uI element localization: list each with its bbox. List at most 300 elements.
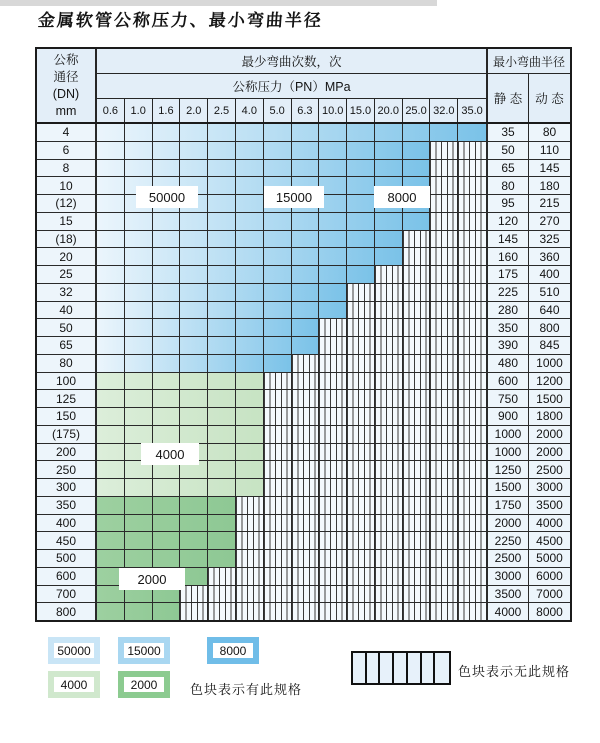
static-radius-cell: 80	[488, 177, 529, 194]
pressure-cells	[97, 319, 488, 336]
radius-cells	[488, 213, 570, 230]
no-spec-cell	[430, 532, 458, 549]
spec-cell	[208, 426, 236, 443]
table-row	[37, 355, 570, 373]
no-spec-cell	[430, 408, 458, 425]
spec-cell	[264, 302, 292, 319]
dynamic-radius-cell: 1800	[529, 408, 570, 425]
no-spec-cell	[292, 444, 320, 461]
pressure-cells	[97, 515, 488, 532]
radius-cells	[488, 532, 570, 549]
no-spec-cell	[319, 337, 347, 354]
spec-cell	[208, 160, 236, 177]
spec-cell	[125, 515, 153, 532]
no-spec-cell	[403, 426, 431, 443]
no-spec-cell	[403, 408, 431, 425]
no-spec-cell	[458, 284, 486, 301]
dynamic-radius-cell: 215	[529, 195, 570, 212]
spec-cell	[236, 337, 264, 354]
no-spec-cell	[375, 390, 403, 407]
spec-cell	[208, 337, 236, 354]
spec-cell	[125, 160, 153, 177]
spec-cell	[125, 532, 153, 549]
pressure-cells	[97, 124, 488, 141]
no-spec-cell	[292, 497, 320, 514]
no-spec-cell	[458, 355, 486, 372]
overlay-label-2000: 2000	[119, 568, 185, 590]
static-radius-cell: 2000	[488, 515, 529, 532]
dynamic-radius-cell: 1000	[529, 355, 570, 372]
no-spec-cell	[430, 231, 458, 248]
bend-cycles-header: 最少弯曲次数，次	[97, 49, 486, 74]
dynamic-radius-cell: 145	[529, 160, 570, 177]
spec-cell	[153, 497, 181, 514]
no-spec-cell	[458, 337, 486, 354]
spec-cell	[292, 248, 320, 265]
spec-cell	[153, 124, 181, 141]
spec-cell	[236, 302, 264, 319]
dn-cell: 15	[37, 213, 97, 230]
spec-cell	[347, 266, 375, 283]
no-spec-block-cell	[394, 653, 408, 683]
no-spec-cell	[430, 355, 458, 372]
spec-cell	[347, 142, 375, 159]
no-spec-cell	[236, 497, 264, 514]
spec-cell	[208, 515, 236, 532]
pressure-cells	[97, 532, 488, 549]
no-spec-cell	[319, 444, 347, 461]
no-spec-block-cell	[353, 653, 367, 683]
overlay-label-4000: 4000	[141, 443, 199, 465]
spec-cell	[180, 284, 208, 301]
table-row	[37, 532, 570, 550]
spec-cell	[264, 160, 292, 177]
spec-cell	[125, 355, 153, 372]
no-spec-cell	[347, 603, 375, 620]
no-spec-cell	[458, 390, 486, 407]
legend-has-spec-text: 色块表示有此规格	[190, 682, 303, 697]
no-spec-cell	[375, 284, 403, 301]
no-spec-cell	[403, 266, 431, 283]
spec-cell	[208, 177, 236, 194]
spec-cell	[236, 444, 264, 461]
table-row	[37, 550, 570, 568]
spec-cell	[125, 302, 153, 319]
dynamic-radius-cell: 110	[529, 142, 570, 159]
spec-cell	[208, 355, 236, 372]
no-spec-cell	[208, 603, 236, 620]
spec-cell	[97, 177, 125, 194]
spec-cell	[125, 479, 153, 496]
no-spec-cell	[430, 284, 458, 301]
no-spec-cell	[292, 515, 320, 532]
spec-cell	[375, 124, 403, 141]
dynamic-radius-cell: 4500	[529, 532, 570, 549]
radius-cells	[488, 479, 570, 496]
table-row	[37, 390, 570, 408]
spec-cell	[97, 532, 125, 549]
spec-cell	[97, 515, 125, 532]
no-spec-cell	[375, 355, 403, 372]
pressure-grid	[97, 355, 486, 372]
static-radius-cell: 900	[488, 408, 529, 425]
spec-cell	[153, 515, 181, 532]
dn-cell: 65	[37, 337, 97, 354]
spec-cell	[153, 390, 181, 407]
no-spec-cell	[264, 497, 292, 514]
spec-cell	[319, 213, 347, 230]
no-spec-cell	[403, 568, 431, 585]
no-spec-cell	[319, 461, 347, 478]
radius-cells	[488, 550, 570, 567]
spec-cell	[347, 231, 375, 248]
spec-cell	[347, 213, 375, 230]
radius-cells	[488, 568, 570, 585]
spec-cell	[125, 319, 153, 336]
spec-cell	[125, 266, 153, 283]
pressure-grid	[97, 550, 486, 567]
spec-cell	[264, 142, 292, 159]
spec-cell	[97, 266, 125, 283]
spec-cell	[97, 373, 125, 390]
spec-cell	[180, 550, 208, 567]
radius-cells	[488, 603, 570, 620]
spec-cell	[292, 337, 320, 354]
static-radius-cell: 120	[488, 213, 529, 230]
pressure-grid	[97, 213, 486, 230]
spec-cell	[180, 390, 208, 407]
static-header: 静 态	[488, 74, 529, 122]
spec-cell	[125, 603, 153, 620]
spec-cell	[236, 213, 264, 230]
spec-cell	[375, 231, 403, 248]
dn-cell: 500	[37, 550, 97, 567]
spec-cell	[236, 231, 264, 248]
spec-cell	[236, 479, 264, 496]
static-radius-cell: 1500	[488, 479, 529, 496]
no-spec-cell	[458, 408, 486, 425]
no-spec-cell	[403, 550, 431, 567]
no-spec-cell	[292, 426, 320, 443]
pressure-cells	[97, 497, 488, 514]
table-row	[37, 231, 570, 249]
dn-cell: 300	[37, 479, 97, 496]
table-row	[37, 515, 570, 533]
table-row	[37, 319, 570, 337]
no-spec-cell	[458, 479, 486, 496]
spec-cell	[97, 160, 125, 177]
spec-cell	[236, 373, 264, 390]
spec-cell	[236, 160, 264, 177]
static-dynamic-header	[488, 74, 570, 122]
spec-cell	[264, 337, 292, 354]
no-spec-cell	[236, 515, 264, 532]
radius-cells	[488, 284, 570, 301]
pressure-grid	[97, 408, 486, 425]
pressure-tick: 10.0	[319, 99, 347, 122]
table-row	[37, 284, 570, 302]
pressure-tick: 15.0	[347, 99, 375, 122]
no-spec-cell	[430, 461, 458, 478]
pressure-cells	[97, 302, 488, 319]
spec-cell	[180, 213, 208, 230]
no-spec-cell	[375, 444, 403, 461]
no-spec-cell	[375, 497, 403, 514]
no-spec-cell	[430, 586, 458, 603]
no-spec-cell	[430, 426, 458, 443]
no-spec-cell	[264, 568, 292, 585]
spec-cell	[236, 266, 264, 283]
spec-cell	[153, 408, 181, 425]
no-spec-cell	[319, 586, 347, 603]
dn-cell: 25	[37, 266, 97, 283]
no-spec-cell	[347, 390, 375, 407]
spec-cell	[153, 248, 181, 265]
no-spec-cell	[319, 319, 347, 336]
spec-cell	[125, 337, 153, 354]
pressure-cells	[97, 390, 488, 407]
spec-cell	[97, 444, 125, 461]
table-row	[37, 497, 570, 515]
spec-cell	[180, 373, 208, 390]
spec-cell	[125, 550, 153, 567]
legend-swatch-50000: 50000	[48, 637, 100, 664]
pressure-cells	[97, 284, 488, 301]
pressure-header-group	[97, 49, 488, 122]
spec-cell	[236, 355, 264, 372]
spec-cell	[403, 213, 431, 230]
no-spec-cell	[319, 355, 347, 372]
spec-cell	[97, 284, 125, 301]
spec-cell	[180, 124, 208, 141]
static-radius-cell: 2250	[488, 532, 529, 549]
static-radius-cell: 280	[488, 302, 529, 319]
no-spec-cell	[458, 444, 486, 461]
spec-cell	[125, 284, 153, 301]
no-spec-cell	[264, 461, 292, 478]
no-spec-cell	[403, 532, 431, 549]
spec-cell	[375, 142, 403, 159]
no-spec-cell	[319, 408, 347, 425]
spec-cell	[97, 461, 125, 478]
no-spec-cell	[264, 390, 292, 407]
spec-cell	[375, 213, 403, 230]
radius-cells	[488, 390, 570, 407]
pressure-cells	[97, 160, 488, 177]
pressure-grid	[97, 142, 486, 159]
no-spec-cell	[292, 532, 320, 549]
spec-cell	[153, 213, 181, 230]
pressure-cells	[97, 231, 488, 248]
dynamic-radius-cell: 400	[529, 266, 570, 283]
pressure-tick: 4.0	[236, 99, 264, 122]
spec-cell	[153, 373, 181, 390]
table-row	[37, 213, 570, 231]
dynamic-header: 动 态	[535, 92, 564, 106]
spec-cell	[180, 319, 208, 336]
spec-cell	[319, 231, 347, 248]
no-spec-cell	[347, 479, 375, 496]
no-spec-cell	[458, 426, 486, 443]
spec-cell	[264, 248, 292, 265]
spec-cell	[180, 160, 208, 177]
pressure-cells	[97, 266, 488, 283]
no-spec-cell	[347, 497, 375, 514]
table-row	[37, 124, 570, 142]
no-spec-cell	[430, 373, 458, 390]
radius-cells	[488, 319, 570, 336]
spec-cell	[180, 355, 208, 372]
no-spec-cell	[208, 586, 236, 603]
no-spec-block-cell	[422, 653, 436, 683]
dn-cell: 8	[37, 160, 97, 177]
spec-cell	[208, 142, 236, 159]
no-spec-cell	[458, 142, 486, 159]
spec-cell	[319, 284, 347, 301]
no-spec-cell	[319, 603, 347, 620]
no-spec-cell	[347, 550, 375, 567]
spec-cell	[347, 160, 375, 177]
no-spec-cell	[430, 515, 458, 532]
no-spec-cell	[347, 426, 375, 443]
spec-cell	[347, 195, 375, 212]
no-spec-cell	[292, 568, 320, 585]
no-spec-cell	[319, 515, 347, 532]
spec-cell	[125, 124, 153, 141]
no-spec-cell	[375, 550, 403, 567]
pressure-cells	[97, 248, 488, 265]
dn-header-line: 通径	[53, 69, 79, 84]
pressure-grid	[97, 515, 486, 532]
spec-cell	[153, 337, 181, 354]
no-spec-cell	[319, 373, 347, 390]
no-spec-cell	[264, 373, 292, 390]
no-spec-cell	[458, 461, 486, 478]
no-spec-cell	[319, 568, 347, 585]
no-spec-cell	[403, 284, 431, 301]
spec-cell	[403, 124, 431, 141]
no-spec-cell	[458, 231, 486, 248]
no-spec-cell	[264, 479, 292, 496]
no-spec-cell	[458, 586, 486, 603]
spec-cell	[180, 515, 208, 532]
radius-cells	[488, 337, 570, 354]
dynamic-radius-cell: 1500	[529, 390, 570, 407]
no-spec-cell	[347, 444, 375, 461]
spec-cell	[153, 603, 181, 620]
dn-header-cell	[37, 49, 97, 122]
no-spec-cell	[458, 177, 486, 194]
spec-cell	[180, 532, 208, 549]
spec-cell	[180, 231, 208, 248]
radius-cells	[488, 426, 570, 443]
no-spec-cell	[403, 586, 431, 603]
no-spec-cell	[430, 568, 458, 585]
pressure-grid	[97, 603, 486, 620]
spec-cell	[208, 124, 236, 141]
no-spec-block-cell	[367, 653, 381, 683]
spec-cell	[319, 266, 347, 283]
no-spec-cell	[375, 373, 403, 390]
spec-cell	[125, 213, 153, 230]
radius-cells	[488, 444, 570, 461]
spec-cell	[153, 266, 181, 283]
static-radius-cell: 600	[488, 373, 529, 390]
no-spec-cell	[430, 603, 458, 620]
static-radius-cell: 350	[488, 319, 529, 336]
radius-cells	[488, 231, 570, 248]
spec-cell	[264, 231, 292, 248]
spec-cell	[125, 426, 153, 443]
no-spec-cell	[430, 479, 458, 496]
pressure-grid	[97, 479, 486, 496]
spec-cell	[236, 124, 264, 141]
pressure-grid	[97, 231, 486, 248]
no-spec-cell	[347, 373, 375, 390]
static-radius-cell: 480	[488, 355, 529, 372]
dynamic-radius-cell: 360	[529, 248, 570, 265]
no-spec-cell	[375, 408, 403, 425]
dynamic-radius-cell: 845	[529, 337, 570, 354]
no-spec-cell	[264, 550, 292, 567]
no-spec-cell	[403, 497, 431, 514]
spec-cell	[97, 603, 125, 620]
pressure-tick: 2.5	[208, 99, 236, 122]
spec-cell	[208, 461, 236, 478]
no-spec-cell	[264, 515, 292, 532]
dn-cell: 150	[37, 408, 97, 425]
spec-cell	[153, 284, 181, 301]
spec-cell	[208, 302, 236, 319]
no-spec-cell	[180, 603, 208, 620]
spec-table	[35, 47, 572, 622]
spec-cell	[180, 479, 208, 496]
spec-cell	[208, 213, 236, 230]
no-spec-cell	[264, 408, 292, 425]
no-spec-cell	[458, 195, 486, 212]
static-radius-cell: 3500	[488, 586, 529, 603]
spec-cell	[97, 142, 125, 159]
spec-cell	[292, 124, 320, 141]
table-row	[37, 603, 570, 620]
no-spec-cell	[430, 550, 458, 567]
spec-cell	[125, 408, 153, 425]
pressure-grid	[97, 373, 486, 390]
spec-cell	[180, 408, 208, 425]
spec-cell	[292, 213, 320, 230]
no-spec-cell	[458, 248, 486, 265]
no-spec-cell	[375, 337, 403, 354]
dn-cell: 200	[37, 444, 97, 461]
no-spec-cell	[430, 302, 458, 319]
spec-cell	[236, 390, 264, 407]
radius-cells	[488, 124, 570, 141]
spec-cell	[458, 124, 486, 141]
spec-cell	[208, 479, 236, 496]
static-radius-cell: 4000	[488, 603, 529, 620]
dynamic-radius-cell: 2000	[529, 426, 570, 443]
spec-cell	[236, 408, 264, 425]
no-spec-cell	[458, 266, 486, 283]
radius-cells	[488, 355, 570, 372]
no-spec-cell	[403, 390, 431, 407]
no-spec-cell	[236, 603, 264, 620]
radius-cells	[488, 160, 570, 177]
no-spec-block-cell	[380, 653, 394, 683]
no-spec-cell	[292, 390, 320, 407]
no-spec-cell	[347, 337, 375, 354]
no-spec-cell	[347, 532, 375, 549]
